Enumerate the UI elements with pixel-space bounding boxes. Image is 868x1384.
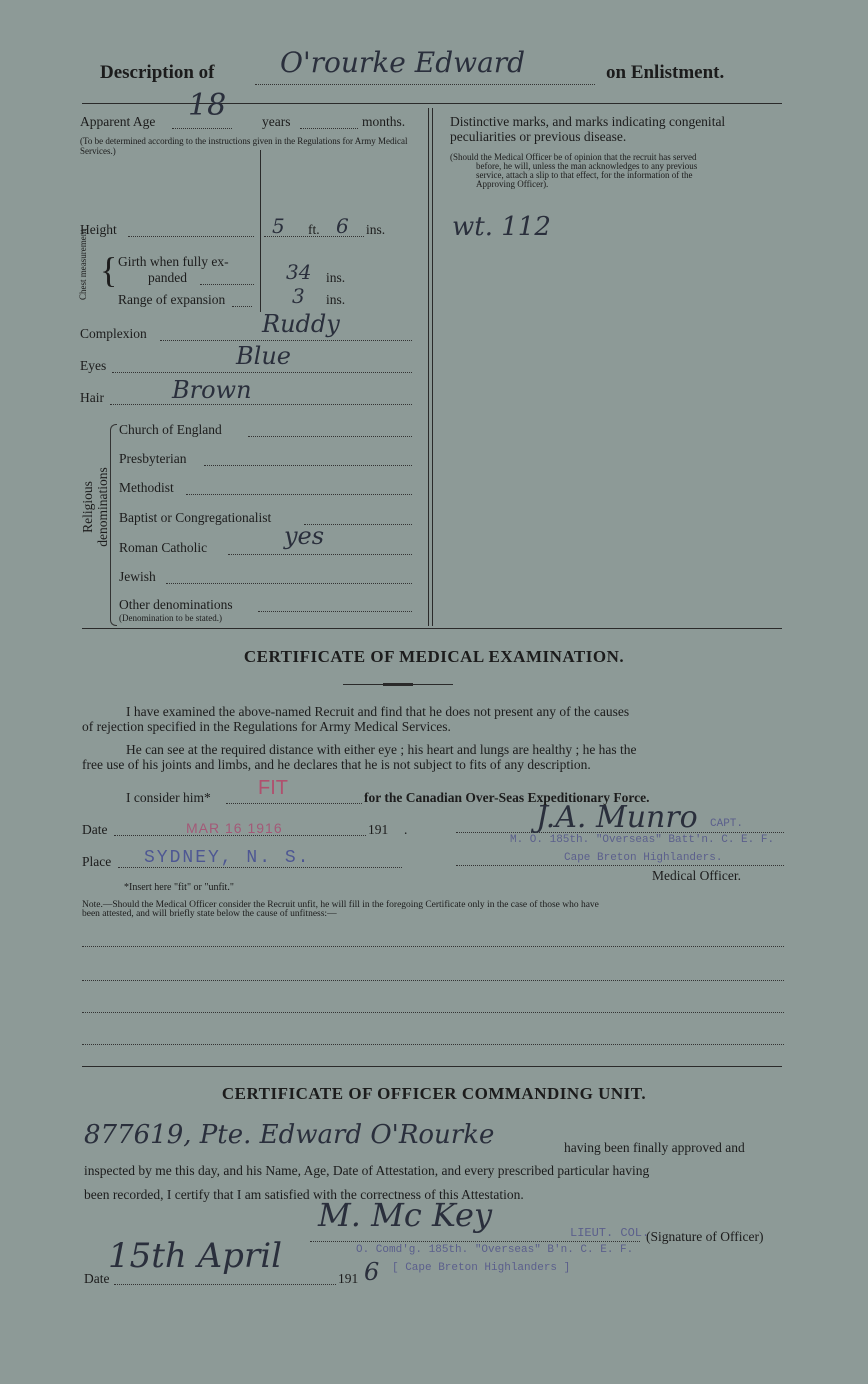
girth-dots <box>200 284 254 285</box>
section-rule-1 <box>82 628 782 629</box>
medical-date-year: 191 <box>368 822 389 837</box>
hair-value: Brown <box>172 376 252 404</box>
distinctive-note-2: before, he will, unless the man acknowledges to any previous <box>476 161 698 171</box>
officer-cert-line1-suffix: having been finally approved and <box>564 1140 745 1155</box>
religion-baptist: Baptist or Congregationalist <box>119 510 272 525</box>
fit-stamp: FIT <box>258 777 288 799</box>
religion-dots-6 <box>258 611 412 612</box>
unfitness-line-3 <box>82 1012 784 1013</box>
measurement-divider <box>260 150 261 312</box>
distinctive-note-4: Approving Officer). <box>476 179 549 189</box>
officer-cert-heading: CERTIFICATE OF OFFICER COMMANDING UNIT. <box>221 1084 647 1103</box>
medical-place-label: Place <box>82 854 112 869</box>
distinctive-heading-2: peculiarities or previous disease. <box>450 129 627 144</box>
unfitness-line-2 <box>82 980 784 981</box>
medical-ornament-center <box>383 683 413 686</box>
distinctive-note-1: (Should the Medical Officer be of opinion that the recruit has served <box>450 152 697 162</box>
complexion-value: Ruddy <box>262 310 340 338</box>
religion-church-of-england: Church of England <box>119 422 222 437</box>
religion-jewish: Jewish <box>119 569 156 584</box>
range-value: 3 <box>292 284 305 308</box>
capt-stamp: CAPT. <box>710 818 744 830</box>
medical-para2-line1: He can see at the required distance with either eye ; his heart and lungs are healthy ; he has the <box>126 742 637 757</box>
unfitness-line-1 <box>82 946 784 947</box>
distinctive-note-3: service, attach a slip to that effect, for the information of the <box>476 170 693 180</box>
months-label: months. <box>362 114 406 129</box>
religion-presbyterian: Presbyterian <box>119 451 187 466</box>
roman-catholic-mark: yes <box>284 522 325 550</box>
officer-date-label: Date <box>84 1271 110 1286</box>
medical-note-line2: been attested, and will briefly state below the cause of unfitness:— <box>82 909 337 919</box>
religion-other-note: (Denomination to be stated.) <box>119 613 222 623</box>
recruit-name-handwritten: O'rourke Edward <box>280 46 526 79</box>
medical-note-line1: Note.—Should the Medical Officer consider the Recruit unfit, he will fill in the foregoing Certificate only in the case of those who have <box>82 900 599 910</box>
chest-brace: { <box>100 250 118 290</box>
medical-para1-line2: of rejection specified in the Regulations for Army Medical Services. <box>82 719 451 734</box>
religion-dots-5 <box>166 583 412 584</box>
height-in-value: 6 <box>336 214 349 238</box>
consider-suffix: for the Canadian Over-Seas Expeditionary Force. <box>364 790 650 805</box>
religion-roman-catholic: Roman Catholic <box>119 540 208 555</box>
officer-signature-label: (Signature of Officer) <box>646 1229 764 1244</box>
range-unit: ins. <box>326 292 346 307</box>
range-dots <box>232 306 252 307</box>
officer-date-year-print: 191 <box>338 1271 359 1286</box>
medical-date-stamp: MAR 16 1916 <box>186 820 283 836</box>
officer-stamp-line2: [ Cape Breton Highlanders ] <box>392 1262 571 1274</box>
religion-dots-2 <box>186 494 412 495</box>
years-label: years <box>262 114 291 129</box>
medical-stamp-line2: Cape Breton Highlanders. <box>564 852 723 864</box>
column-divider <box>428 108 429 626</box>
medical-officer-label: Medical Officer. <box>652 868 741 883</box>
girth-value: 34 <box>286 260 312 284</box>
officer-date-year-handwritten: 6 <box>364 1258 380 1286</box>
eyes-value: Blue <box>236 342 291 370</box>
religion-methodist: Methodist <box>119 480 174 495</box>
chest-measurement-label: Chest measurement <box>78 229 88 300</box>
unfitness-line-4 <box>82 1044 784 1045</box>
apparent-age-value: 18 <box>188 88 227 123</box>
religion-dots-4 <box>228 554 412 555</box>
apparent-age-label: Apparent Age <box>80 114 156 129</box>
height-ft-value: 5 <box>272 214 285 238</box>
officer-rank-stamp: LIEUT. COL. <box>570 1226 650 1240</box>
religion-dots-0 <box>248 436 412 437</box>
page-title-suffix: on Enlistment. <box>606 62 725 83</box>
religion-dots-1 <box>204 465 412 466</box>
religion-side-label-2: denominations <box>95 467 110 547</box>
column-divider-2 <box>432 108 433 626</box>
title-rule <box>82 103 782 104</box>
officer-cert-line3: been recorded, I certify that I am satisfied with the correctness of this Attestation. <box>84 1187 524 1202</box>
ft-label: ft. <box>308 222 320 237</box>
eyes-dots <box>112 372 412 373</box>
distinctive-heading-1: Distinctive marks, and marks indicating congenital <box>450 114 726 129</box>
complexion-dots <box>160 340 412 341</box>
girth-label-1: Girth when fully ex- <box>118 254 229 269</box>
medical-place-stamp: SYDNEY, N. S. <box>144 848 311 868</box>
medical-officer-signature: J.A. Munro <box>536 800 698 835</box>
consider-label: I consider him* <box>126 790 211 805</box>
consider-dots <box>226 803 362 804</box>
medical-para1-line1: I have examined the above-named Recruit and find that he does not present any of the causes <box>126 704 630 719</box>
religion-brace <box>110 424 117 626</box>
age-dots <box>172 128 232 129</box>
page-title-prefix: Description of <box>100 62 215 83</box>
girth-label-2: panded <box>148 270 187 285</box>
officer-signature-dots <box>310 1241 640 1242</box>
hair-dots <box>110 404 412 405</box>
medical-stamp-line1: M. O. 185th. "Overseas" Batt'n. C. E. F. <box>510 834 775 846</box>
height-label: Height <box>80 222 117 237</box>
girth-unit: ins. <box>326 270 346 285</box>
title-dotted-line <box>255 84 595 85</box>
section-rule-2 <box>82 1066 782 1067</box>
commanding-officer-signature: M. Mc Key <box>318 1196 493 1234</box>
years-dots <box>300 128 358 129</box>
religion-side-label-1: Religious <box>80 481 95 533</box>
religion-side-label <box>80 432 110 582</box>
distinctive-remark: wt. 112 <box>452 212 551 242</box>
height-value-dots <box>264 236 364 237</box>
medical-para2-line2: free use of his joints and limbs, and he declares that he is not subject to fits of any description. <box>82 757 591 772</box>
range-label: Range of expansion <box>118 292 226 307</box>
age-note: (To be determined according to the instructions given in the Regulations for Army Medical Services.) <box>80 136 408 156</box>
religion-other: Other denominations <box>119 597 233 612</box>
eyes-label: Eyes <box>80 358 107 373</box>
officer-date-handwritten: 15th April <box>108 1236 282 1276</box>
medical-date-label: Date <box>82 822 108 837</box>
hair-label: Hair <box>80 390 104 405</box>
insert-note: *Insert here "fit" or "unfit." <box>124 882 234 893</box>
medical-date-period: . <box>404 822 408 837</box>
complexion-label: Complexion <box>80 326 147 341</box>
officer-cert-handwritten-name: 877619, Pte. Edward O'Rourke <box>84 1120 495 1150</box>
height-dots <box>128 236 254 237</box>
ins-label: ins. <box>366 222 386 237</box>
officer-stamp-line1: O. Comd'g. 185th. "Overseas" B'n. C. E. F. <box>356 1244 634 1256</box>
medical-officer-dots <box>456 865 784 866</box>
officer-date-dots <box>114 1284 336 1285</box>
officer-cert-line2: inspected by me this day, and his Name, Age, Date of Attestation, and every prescribed particular having <box>84 1163 650 1178</box>
medical-cert-heading: CERTIFICATE OF MEDICAL EXAMINATION. <box>243 647 625 666</box>
